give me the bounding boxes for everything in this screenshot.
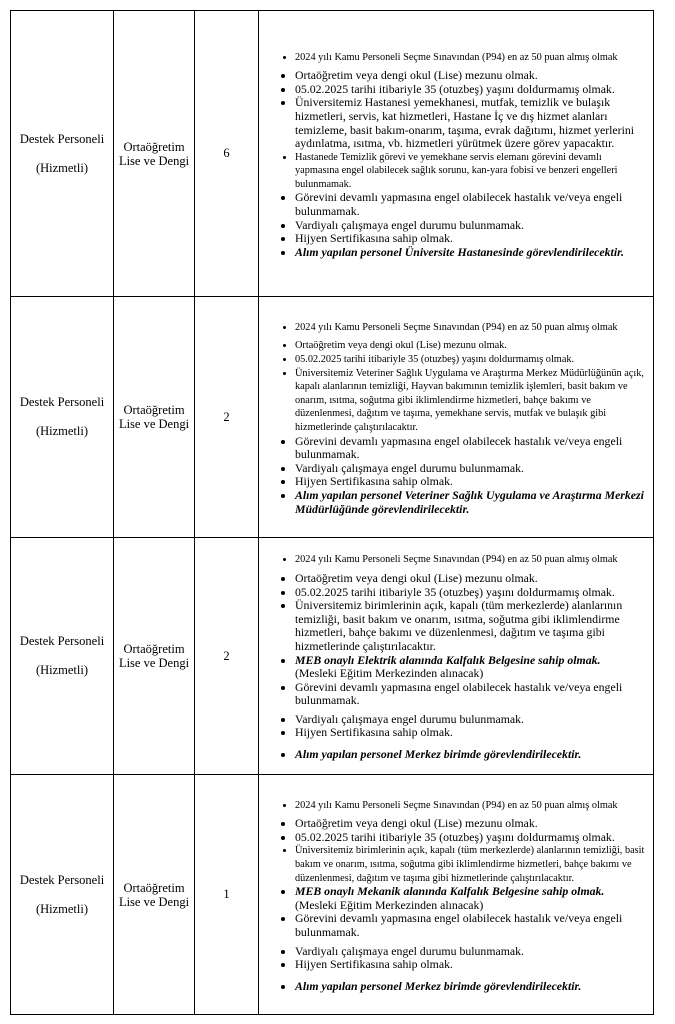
list-item: • Hijyen Sertifikasına sahip olmak. (295, 726, 647, 740)
position-cell (11, 11, 114, 297)
requirements-list (259, 792, 653, 998)
list-item: • Vardiyalı çalışmaya engel durumu bulunmamak. (295, 219, 647, 233)
list-item: • Vardiyalı çalışmaya engel durumu bulunmamak. (295, 713, 647, 727)
list-item: • Vardiyalı çalışmaya engel durumu bulunmamak. (295, 462, 647, 476)
list-item: • 2024 yılı Kamu Personeli Seçme Sınavından (P94) en az 50 puan almış olmak (295, 799, 647, 813)
requirements-list (259, 546, 653, 765)
list-item: • Görevini devamlı yapmasına engel olabilecek hastalık ve/veya engeli bulunmamak. (295, 912, 647, 939)
count-cell: 1 (195, 775, 259, 1015)
list-item: • Üniversitemiz birimlerinin açık, kapalı (tüm merkezlerde) alanlarının temizliği, basit bakım ve onarım, ısıtma, soğutma gibi iklimlendirme hizmetleri, bahçe bakımı ve düzenlenmesi, dağıtım ve taşıma gibi hizmetlerinde çalıştırılacaktır. (295, 599, 647, 653)
list-item: • Görevini devamlı yapmasına engel olabilecek hastalık ve/veya engeli bulunmamak. (295, 681, 647, 708)
requirements-cell (259, 775, 654, 1015)
table-row (11, 297, 654, 538)
education-cell: Ortaöğretim Lise ve Dengi (114, 538, 195, 775)
list-item: • Üniversitemiz Veteriner Sağlık Uygulama ve Araştırma Merkez Müdürlüğünün açık, kapalı alanlarının temizliği, Hayvan bakımının temizlik işlemleri, basit bakım ve onarım, ısıtma, soğutma gibi iklimlendirme hizmetleri, bahçe bakımı ve düzenlenmesi, dağıtım ve taşıma, yemekhane servis, mutfak ve bulaşık gibi hizmetlerinde çalıştırılacaktır. (295, 367, 647, 435)
list-item: • Alım yapılan personel Veteriner Sağlık Uygulama ve Araştırma Merkezi Müdürlüğünde görevlendirilecektir. (295, 489, 647, 516)
list-item: • 05.02.2025 tarihi itibariyle 35 (otuzbeş) yaşını doldurmamış olmak. (295, 83, 647, 97)
count-cell: 2 (195, 538, 259, 775)
position-cell (11, 538, 114, 775)
position-cell (11, 775, 114, 1015)
certificate-note: (Mesleki Eğitim Merkezinden alınacak) (295, 666, 484, 681)
list-item: • 05.02.2025 tarihi itibariyle 35 (otuzbeş) yaşını doldurmamış olmak. (295, 831, 647, 845)
list-item-with-note (295, 885, 647, 912)
list-item: • Hijyen Sertifikasına sahip olmak. (295, 958, 647, 972)
table-row (11, 11, 654, 297)
list-item: • Ortaöğretim veya dengi okul (Lise) mezunu olmak. (295, 69, 647, 83)
position-type: (Hizmetli) (35, 160, 89, 175)
list-item: • Üniversitemiz Hastanesi yemekhanesi, mutfak, temizlik ve bulaşık hizmetleri, servis, kat hizmetleri, Hastane İç ve dış hizmet alanları temizleme, basit bakım-onarım, taşıma, evrak dağıtımı, hizmet yerlerini aydınlatma, ısıtma, vb. hizmetleri yürütmek üzere görev yapacaktır. (295, 96, 647, 150)
position-type: (Hizmetli) (35, 663, 89, 677)
list-item: • Hastanede Temizlik görevi ve yemekhane servis elemanı görevini devamlı yapmasına engel olabilecek sağlık sorunu, kan-yara fobisi ve benzeri engelleri bulunmamak. (295, 151, 647, 192)
list-item: • Hijyen Sertifikasına sahip olmak. (295, 232, 647, 246)
positions-table (10, 10, 654, 1015)
list-item: • Ortaöğretim veya dengi okul (Lise) mezunu olmak. (295, 572, 647, 586)
list-item-with-note (295, 654, 647, 681)
table-row (11, 538, 654, 775)
education-cell: Ortaöğretim Lise ve Dengi (114, 11, 195, 297)
list-item: • Ortaöğretim veya dengi okul (Lise) mezunu olmak. (295, 817, 647, 831)
list-item: • Alım yapılan personel Merkez birimde görevlendirilecektir. (295, 748, 647, 762)
requirements-cell (259, 538, 654, 775)
list-item: • 2024 yılı Kamu Personeli Seçme Sınavından (P94) en az 50 puan almış olmak (295, 51, 647, 65)
list-item: • Üniversitemiz birimlerinin açık, kapalı (tüm merkezlerde) alanlarının temizliği, basit bakım ve onarım, ısıtma, soğutma gibi iklimlendirme hizmetleri, bahçe bakımı ve düzenlenmesi, dağıtım ve taşıma gibi hizmetlerinde çalıştırılacaktır. (295, 844, 647, 885)
list-item: • Vardiyalı çalışmaya engel durumu bulunmamak. (295, 945, 647, 959)
requirements-list (259, 314, 653, 520)
requirements-cell (259, 297, 654, 538)
certificate-requirement: MEB onaylı Mekanik alanında Kalfalık Belgesine sahip olmak. (295, 884, 605, 899)
list-item: • 2024 yılı Kamu Personeli Seçme Sınavından (P94) en az 50 puan almış olmak (295, 553, 647, 567)
list-item: • 05.02.2025 tarihi itibariyle 35 (otuzbeş) yaşını doldurmamış olmak. (295, 353, 647, 367)
list-item: • 2024 yılı Kamu Personeli Seçme Sınavından (P94) en az 50 puan almış olmak (295, 321, 647, 335)
position-type: (Hizmetli) (35, 424, 89, 438)
position-title: Destek Personeli (19, 872, 105, 887)
education-cell: Ortaöğretim Lise ve Dengi (114, 775, 195, 1015)
list-item: • Hijyen Sertifikasına sahip olmak. (295, 475, 647, 489)
certificate-requirement: MEB onaylı Elektrik alanında Kalfalık Belgesine sahip olmak. (295, 652, 601, 667)
list-item: • Görevini devamlı yapmasına engel olabilecek hastalık ve/veya engeli bulunmamak. (295, 191, 647, 218)
list-item: • Görevini devamlı yapmasına engel olabilecek hastalık ve/veya engeli bulunmamak. (295, 435, 647, 462)
position-title: Destek Personeli (19, 131, 105, 146)
requirements-cell (259, 11, 654, 297)
list-item: • Alım yapılan personel Merkez birimde görevlendirilecektir. (295, 980, 647, 994)
count-cell: 2 (195, 297, 259, 538)
list-item: • 05.02.2025 tarihi itibariyle 35 (otuzbeş) yaşını doldurmamış olmak. (295, 586, 647, 600)
position-title: Destek Personeli (19, 634, 105, 648)
table-row (11, 775, 654, 1015)
count-cell: 6 (195, 11, 259, 297)
requirements-list (259, 44, 653, 264)
position-type: (Hizmetli) (35, 901, 89, 916)
education-cell: Ortaöğretim Lise ve Dengi (114, 297, 195, 538)
position-title: Destek Personeli (19, 395, 105, 409)
list-item: • Alım yapılan personel Üniversite Hastanesinde görevlendirilecektir. (295, 246, 647, 260)
list-item: • Ortaöğretim veya dengi okul (Lise) mezunu olmak. (295, 339, 647, 353)
position-cell (11, 297, 114, 538)
certificate-note: (Mesleki Eğitim Merkezinden alınacak) (295, 897, 484, 912)
